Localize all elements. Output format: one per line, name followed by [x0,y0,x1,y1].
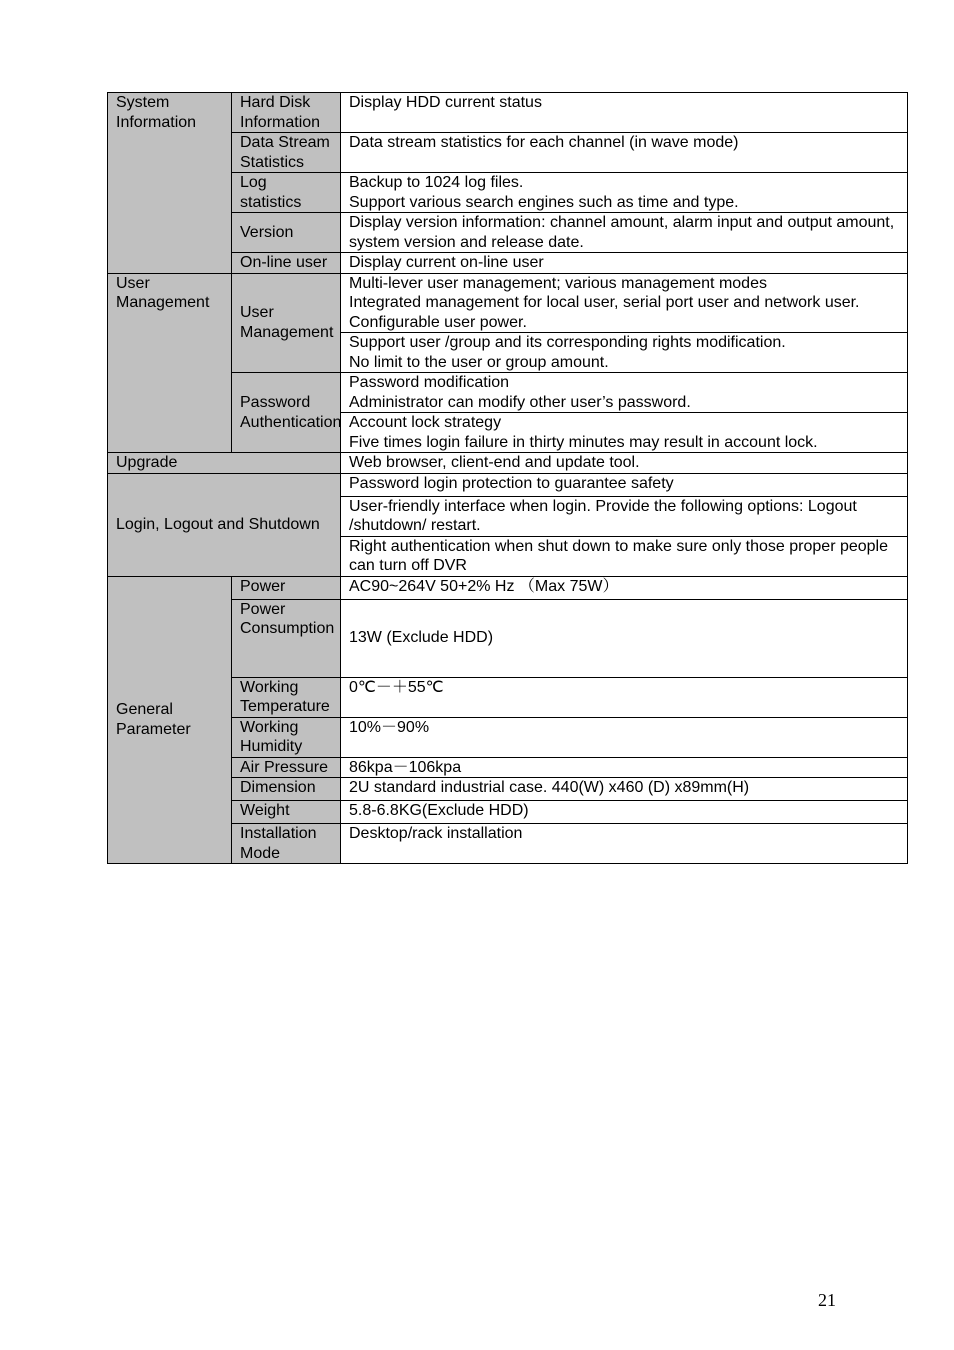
subcategory-cell [232,173,341,213]
subcategory-label: Air Pressure [240,758,329,776]
description-line: Integrated management for local user, serial port user and network user. Configurable user power. [349,294,860,331]
description-cell [341,333,908,373]
subcategory-label: Log statistics [240,174,302,211]
category-cell [108,453,341,474]
description-cell [341,677,908,717]
page-number: 21 [818,1290,836,1310]
description-line: 0℃－＋55℃ [349,678,444,696]
description-cell [341,453,908,474]
table-row [108,273,908,333]
description-line: Account lock strategy [349,414,502,431]
specification-table [107,92,908,864]
description-cell [341,757,908,778]
description-line: Backup to 1024 log files. [349,174,524,191]
subcategory-cell [232,757,341,778]
description-cell [341,133,908,173]
table-row [108,473,908,496]
description-line: Administrator can modify other user’s password. [349,393,691,411]
subcategory-cell [232,373,341,453]
category-cell [108,576,232,864]
subcategory-label: Power [240,577,286,595]
description-cell [341,173,908,213]
subcategory-label: Weight [240,802,290,819]
subcategory-cell [232,801,341,824]
description-cell [341,576,908,599]
description-line: Password login protection to guarantee safety [349,474,674,492]
category-label: System Information [116,94,197,131]
description-line: Support various search engines such as time and type. [349,193,739,211]
description-cell [341,599,908,677]
category-label: General Parameter [116,701,191,738]
description-cell [341,213,908,253]
description-line: Web browser, client-end and update tool. [349,454,640,471]
description-line: Five times login failure in thirty minutes may result in account lock. [349,433,818,451]
subcategory-label: User Management [240,304,334,341]
subcategory-label: On-line user [240,254,328,271]
description-cell [341,824,908,864]
description-line: Multi-lever user management; various management modes [349,274,767,292]
description-cell [341,778,908,801]
subcategory-cell [232,717,341,757]
description-line: 10%－90% [349,718,430,736]
description-line: Data stream statistics for each channel (in wave mode) [349,134,739,151]
description-line: 5.8-6.8KG(Exclude HDD) [349,802,529,819]
subcategory-label: Version [240,223,294,241]
description-line: Right authentication when shut down to make sure only those proper people can turn off DVR [349,537,889,574]
subcategory-cell [232,133,341,173]
description-line: AC90~264V 50+2% Hz （Max 75W） [349,577,619,595]
subcategory-cell [232,778,341,801]
subcategory-cell [232,677,341,717]
description-cell [341,413,908,453]
description-line: 13W (Exclude HDD) [349,629,494,647]
subcategory-cell [232,93,341,133]
description-line: Display version information: channel amount, alarm input and output amount, system version and release date. [349,214,895,251]
subcategory-cell [232,576,341,599]
table-row [108,576,908,599]
category-cell [108,93,232,274]
description-line: No limit to the user or group amount. [349,353,609,371]
table-row [108,93,908,133]
category-label: User Management [116,274,210,311]
description-line: 2U standard industrial case. 440(W) x460 (D) x89mm(H) [349,779,750,796]
subcategory-label: Installation Mode [240,825,317,862]
description-cell [341,536,908,576]
description-line: Password modification [349,374,510,391]
subcategory-label: Working Humidity [240,718,303,755]
description-line: 86kpa－106kpa [349,758,462,776]
category-cell [108,473,341,576]
subcategory-cell [232,824,341,864]
subcategory-cell [232,253,341,274]
category-label: Upgrade [116,454,178,471]
subcategory-cell [232,213,341,253]
description-cell [341,717,908,757]
description-cell [341,253,908,274]
description-line: Support user /group and its corresponding rights modification. [349,334,786,351]
table-row [108,453,908,474]
subcategory-label: Dimension [240,779,316,796]
subcategory-label: Data Stream Statistics [240,134,330,171]
description-cell [341,93,908,133]
description-line: User-friendly interface when login. Provide the following options: Logout /shutdown/ restart. [349,497,857,534]
description-line: Display current on-line user [349,254,544,271]
subcategory-cell [232,273,341,373]
description-cell [341,373,908,413]
category-label: Login, Logout and Shutdown [116,515,320,533]
description-cell [341,496,908,536]
category-cell [108,273,232,453]
description-cell [341,801,908,824]
subcategory-label: Power Consumption [240,600,335,637]
subcategory-label: Hard Disk Information [240,94,321,131]
description-line: Desktop/rack installation [349,825,523,842]
description-cell [341,273,908,333]
subcategory-label: Password Authentication [240,394,342,431]
description-line: Display HDD current status [349,94,542,111]
subcategory-cell [232,599,341,677]
subcategory-label: Working Temperature [240,678,330,715]
description-cell [341,473,908,496]
